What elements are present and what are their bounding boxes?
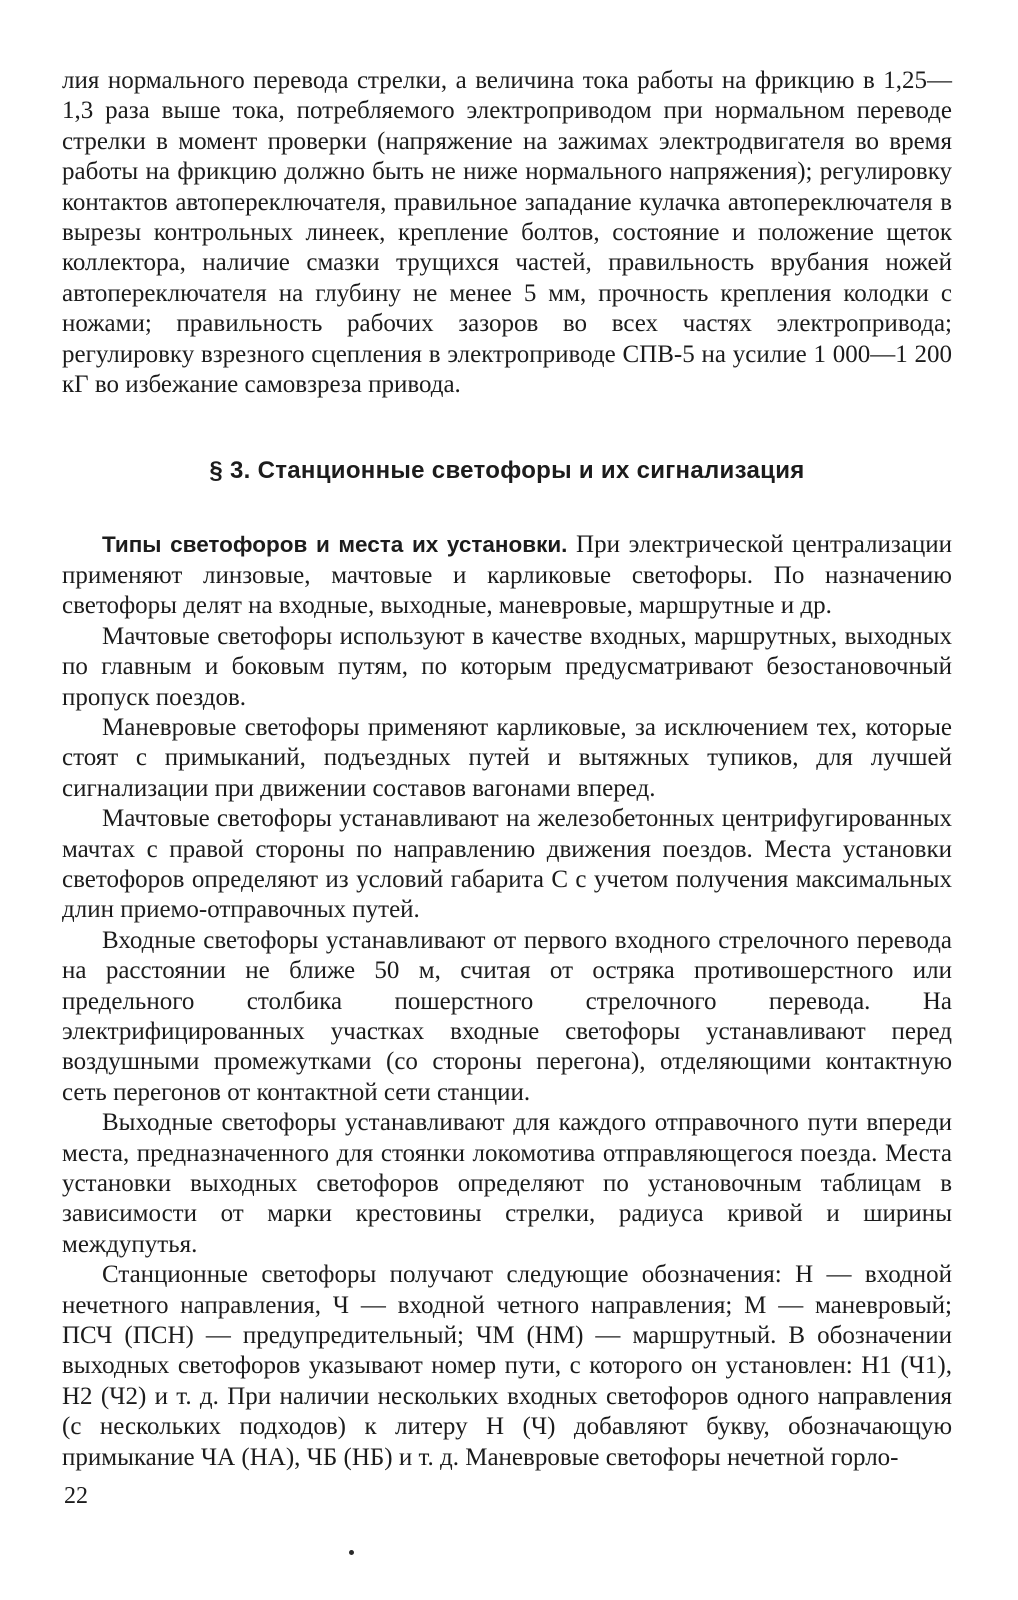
paragraph-exit-signals: Выходные светофоры устанавливают для каждого отправочного пути впереди места, предназначенного для стоянки локомотива отправляющегося поезда. Места установки выходных светофоров определяют по установочным таблицам в зависимости от марки крестовины стрелки, радиуса кривой и ширины междупутья. [62, 1109, 952, 1258]
page-body [62, 66, 952, 1473]
section-heading: § 3. Станционные светофоры и их сигнализация [209, 457, 805, 485]
paragraph-types [62, 530, 952, 621]
subsection-title: Типы светофоров и места их установки. [102, 532, 568, 558]
paragraph-mast-installation: Мачтовые светофоры устанавливают на железобетонных центрифугированных мачтах с правой стороны по направлению движения поездов. Места установки светофоров определяют из условий габарита С с учетом получения максимальных длин приемо-отправочных путей. [62, 805, 952, 924]
paragraph-designations: Станционные светофоры получают следующие обозначения: Н — входной нечетного направления, Ч — входной четного направления; М — маневровый; ПСЧ (ПСН) — предупредительный; ЧМ (НМ) — маршрутный. В обозначении выходных светофоров указывают номер пути, с которого он установлен: Н1 (Ч1), Н2 (Ч2) и т. д. При наличии нескольких входных светофоров одного направления (с нескольких подходов) к литеру Н (Ч) добавляют букву, обозначающую примыкание ЧА (НА), ЧБ (НБ) и т. д. Маневровые светофоры нечетной горло- [62, 1261, 952, 1471]
intro-paragraph: лия нормального перевода стрелки, а величина тока работы на фрикцию в 1,25—1,3 раза выше тока, потребляемого электроприводом при нормальном переводе стрелки в момент проверки (напряжение на зажимах электродвигателя во время работы на фрикцию должно быть не ниже нормального напряжения); регулировку контактов автопереключателя, правильное западание кулачка автопереключателя в вырезы контрольных линеек, крепление болтов, состояние и положение щеток коллектора, наличие смазки трущихся частей, правильность врубания ножей автопереключателя на глубину не менее 5 мм, прочность крепления колодки с ножами; правильность рабочих зазоров во всех частях электропривода; регулировку взрезного сцепления в электроприводе СПВ-5 на усилие 1 000—1 200 кГ во избежание самовзреза привода. [62, 67, 952, 399]
paragraph-types-text: При электрической централизации применяют линзовые, мачтовые и карликовые светофоры. По назначению светофоры делят на входные, выходные, маневровые, маршрутные и др. [62, 531, 953, 620]
page-number: 22 [64, 1483, 88, 1509]
paragraph-entry-signals: Входные светофоры устанавливают от первого входного стрелочного перевода на расстоянии не ближе 50 м, считая от остряка противошерстного или предельного столбика пошерстного стрелочного перевода. На электрифицированных участках входные светофоры устанавливают перед воздушными промежутками (со стороны перегона), отделяющими контактную сеть перегонов от контактной сети станции. [62, 926, 952, 1106]
paragraph-mast-signals: Мачтовые светофоры используют в качестве входных, маршрутных, выходных по главным и боковым путям, по которым предусматривают безостановочный пропуск поездов. [62, 622, 952, 711]
print-dot [349, 1550, 354, 1555]
paragraph-shunting-signals: Маневровые светофоры применяют карликовые, за исключением тех, которые стоят с примыканий, подъездных путей и вытяжных тупиков, для лучшей сигнализации при движении составов вагонами вперед. [62, 713, 952, 802]
